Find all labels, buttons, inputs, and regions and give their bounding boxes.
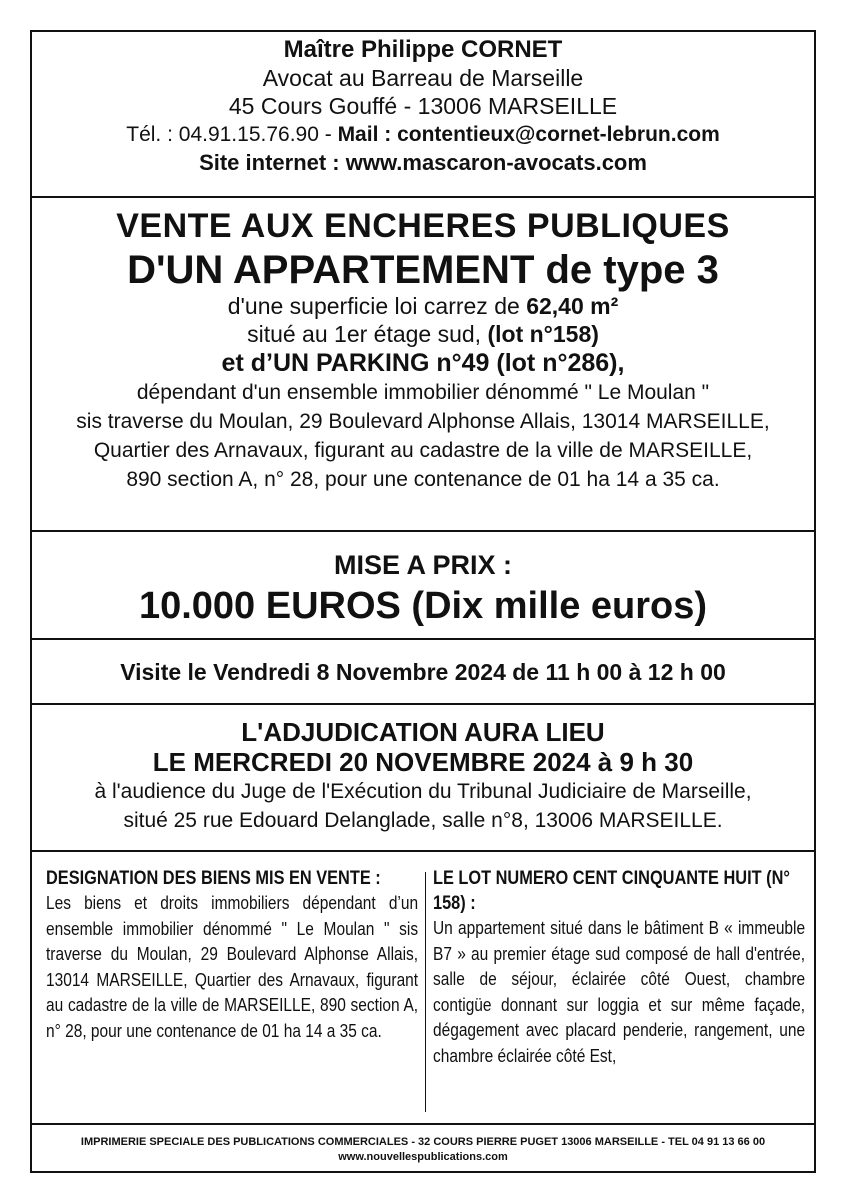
lot-heading: LE LOT NUMERO CENT CINQUANTE HUIT (N° 158) : (433, 868, 790, 914)
lot-content (433, 866, 805, 1069)
surface-line (32, 292, 814, 320)
lawyer-contact (32, 120, 814, 149)
floor-line (32, 320, 814, 348)
designation-heading: DESIGNATION DES BIENS MIS EN VENTE : (46, 868, 381, 889)
visit-text: Visite le Vendredi 8 Novembre 2024 de 11 h 00 à 12 h 00 (120, 659, 726, 685)
floor-lot: (lot n°158) (487, 321, 599, 347)
sale-title: VENTE AUX ENCHERES PUBLIQUES (116, 207, 730, 245)
adjudication-line-3: à l'audience du Juge de l'Exécution du Tribunal Judiciaire de Marseille, (94, 780, 752, 803)
column-divider (425, 872, 426, 1112)
property-desc-3: Quartier des Arnavaux, figurant au cadastre de la ville de MARSEILLE, (93, 439, 753, 462)
parking-line: et d’UN PARKING n°49 (lot n°286), (221, 349, 625, 377)
adjudication-line-4: situé 25 rue Edouard Delanglade, salle n°8, 13006 MARSEILLE. (123, 809, 723, 832)
lawyer-website: Site internet : www.mascaron-avocats.com (199, 150, 647, 175)
price-section (32, 532, 814, 640)
lot-body: Un appartement situé dans le bâtiment B « immeuble B7 » au premier étage sud composé de hall d'entrée, salle de séjour, éclairée côté Ouest, chambre contigüe donnant sur loggia et sur même façade, dégagement avec placard penderie, rangement, une chambre éclairée côté Est, (433, 918, 806, 1066)
sale-subtitle: D'UN APPARTEMENT de type 3 (127, 248, 719, 292)
surface-value: 62,40 m² (526, 293, 619, 319)
surface-prefix: d'une superficie loi carrez de (227, 293, 527, 319)
designation-column (46, 866, 419, 1044)
lawyer-role: Avocat au Barreau de Marseille (262, 65, 584, 91)
designation-content (46, 866, 418, 1044)
adjudication-line-1: L'ADJUDICATION AURA LIEU (241, 717, 605, 747)
property-desc-1: dépendant d'un ensemble immobilier dénommé " Le Moulan " (136, 381, 710, 404)
printer-website: www.nouvellespublications.com (338, 1151, 508, 1163)
lawyer-name: Maître Philippe CORNET (283, 36, 563, 63)
adjudication-line-2: LE MERCREDI 20 NOVEMBRE 2024 à 9 h 30 (152, 747, 694, 777)
notice-frame (30, 30, 816, 1173)
lawyer-phone: Tél. : 04.91.15.76.90 - (126, 123, 338, 146)
property-desc-2: sis traverse du Moulan, 29 Boulevard Alphonse Allais, 13014 MARSEILLE, (76, 410, 770, 433)
floor-prefix: situé au 1er étage sud, (247, 321, 488, 347)
property-desc-4: 890 section A, n° 28, pour une contenance de 01 ha 14 a 35 ca. (126, 468, 720, 491)
lawyer-mail: Mail : contentieux@cornet-lebrun.com (337, 123, 720, 146)
sale-section (32, 198, 814, 532)
price-amount: 10.000 EUROS (Dix mille euros) (138, 585, 708, 627)
price-label: MISE A PRIX : (333, 550, 513, 580)
lawyer-address: 45 Cours Gouffé - 13006 MARSEILLE (228, 93, 618, 119)
lawyer-header (32, 32, 814, 198)
adjudication-section (32, 705, 814, 852)
printer-footer (32, 1125, 814, 1165)
printer-info: IMPRIMERIE SPECIALE DES PUBLICATIONS COMMERCIALES - 32 COURS PIERRE PUGET 13006 MARSEILLE - TEL 04 91 13 66 00 (80, 1136, 766, 1148)
designation-body: Les biens et droits immobiliers dépendant d’un ensemble immobilier dénommé " Le Moulan " sis traverse du Moulan, 29 Boulevard Alphonse Allais, 13014 MARSEILLE, Quartier des Arnavaux, figurant au cadastre de la ville de MARSEILLE, 890 section A, n° 28, pour une contenance de 01 ha 14 a 35 ca. (46, 893, 419, 1041)
visit-section (32, 640, 814, 705)
details-columns (32, 852, 814, 1125)
lot-column (433, 866, 806, 1069)
